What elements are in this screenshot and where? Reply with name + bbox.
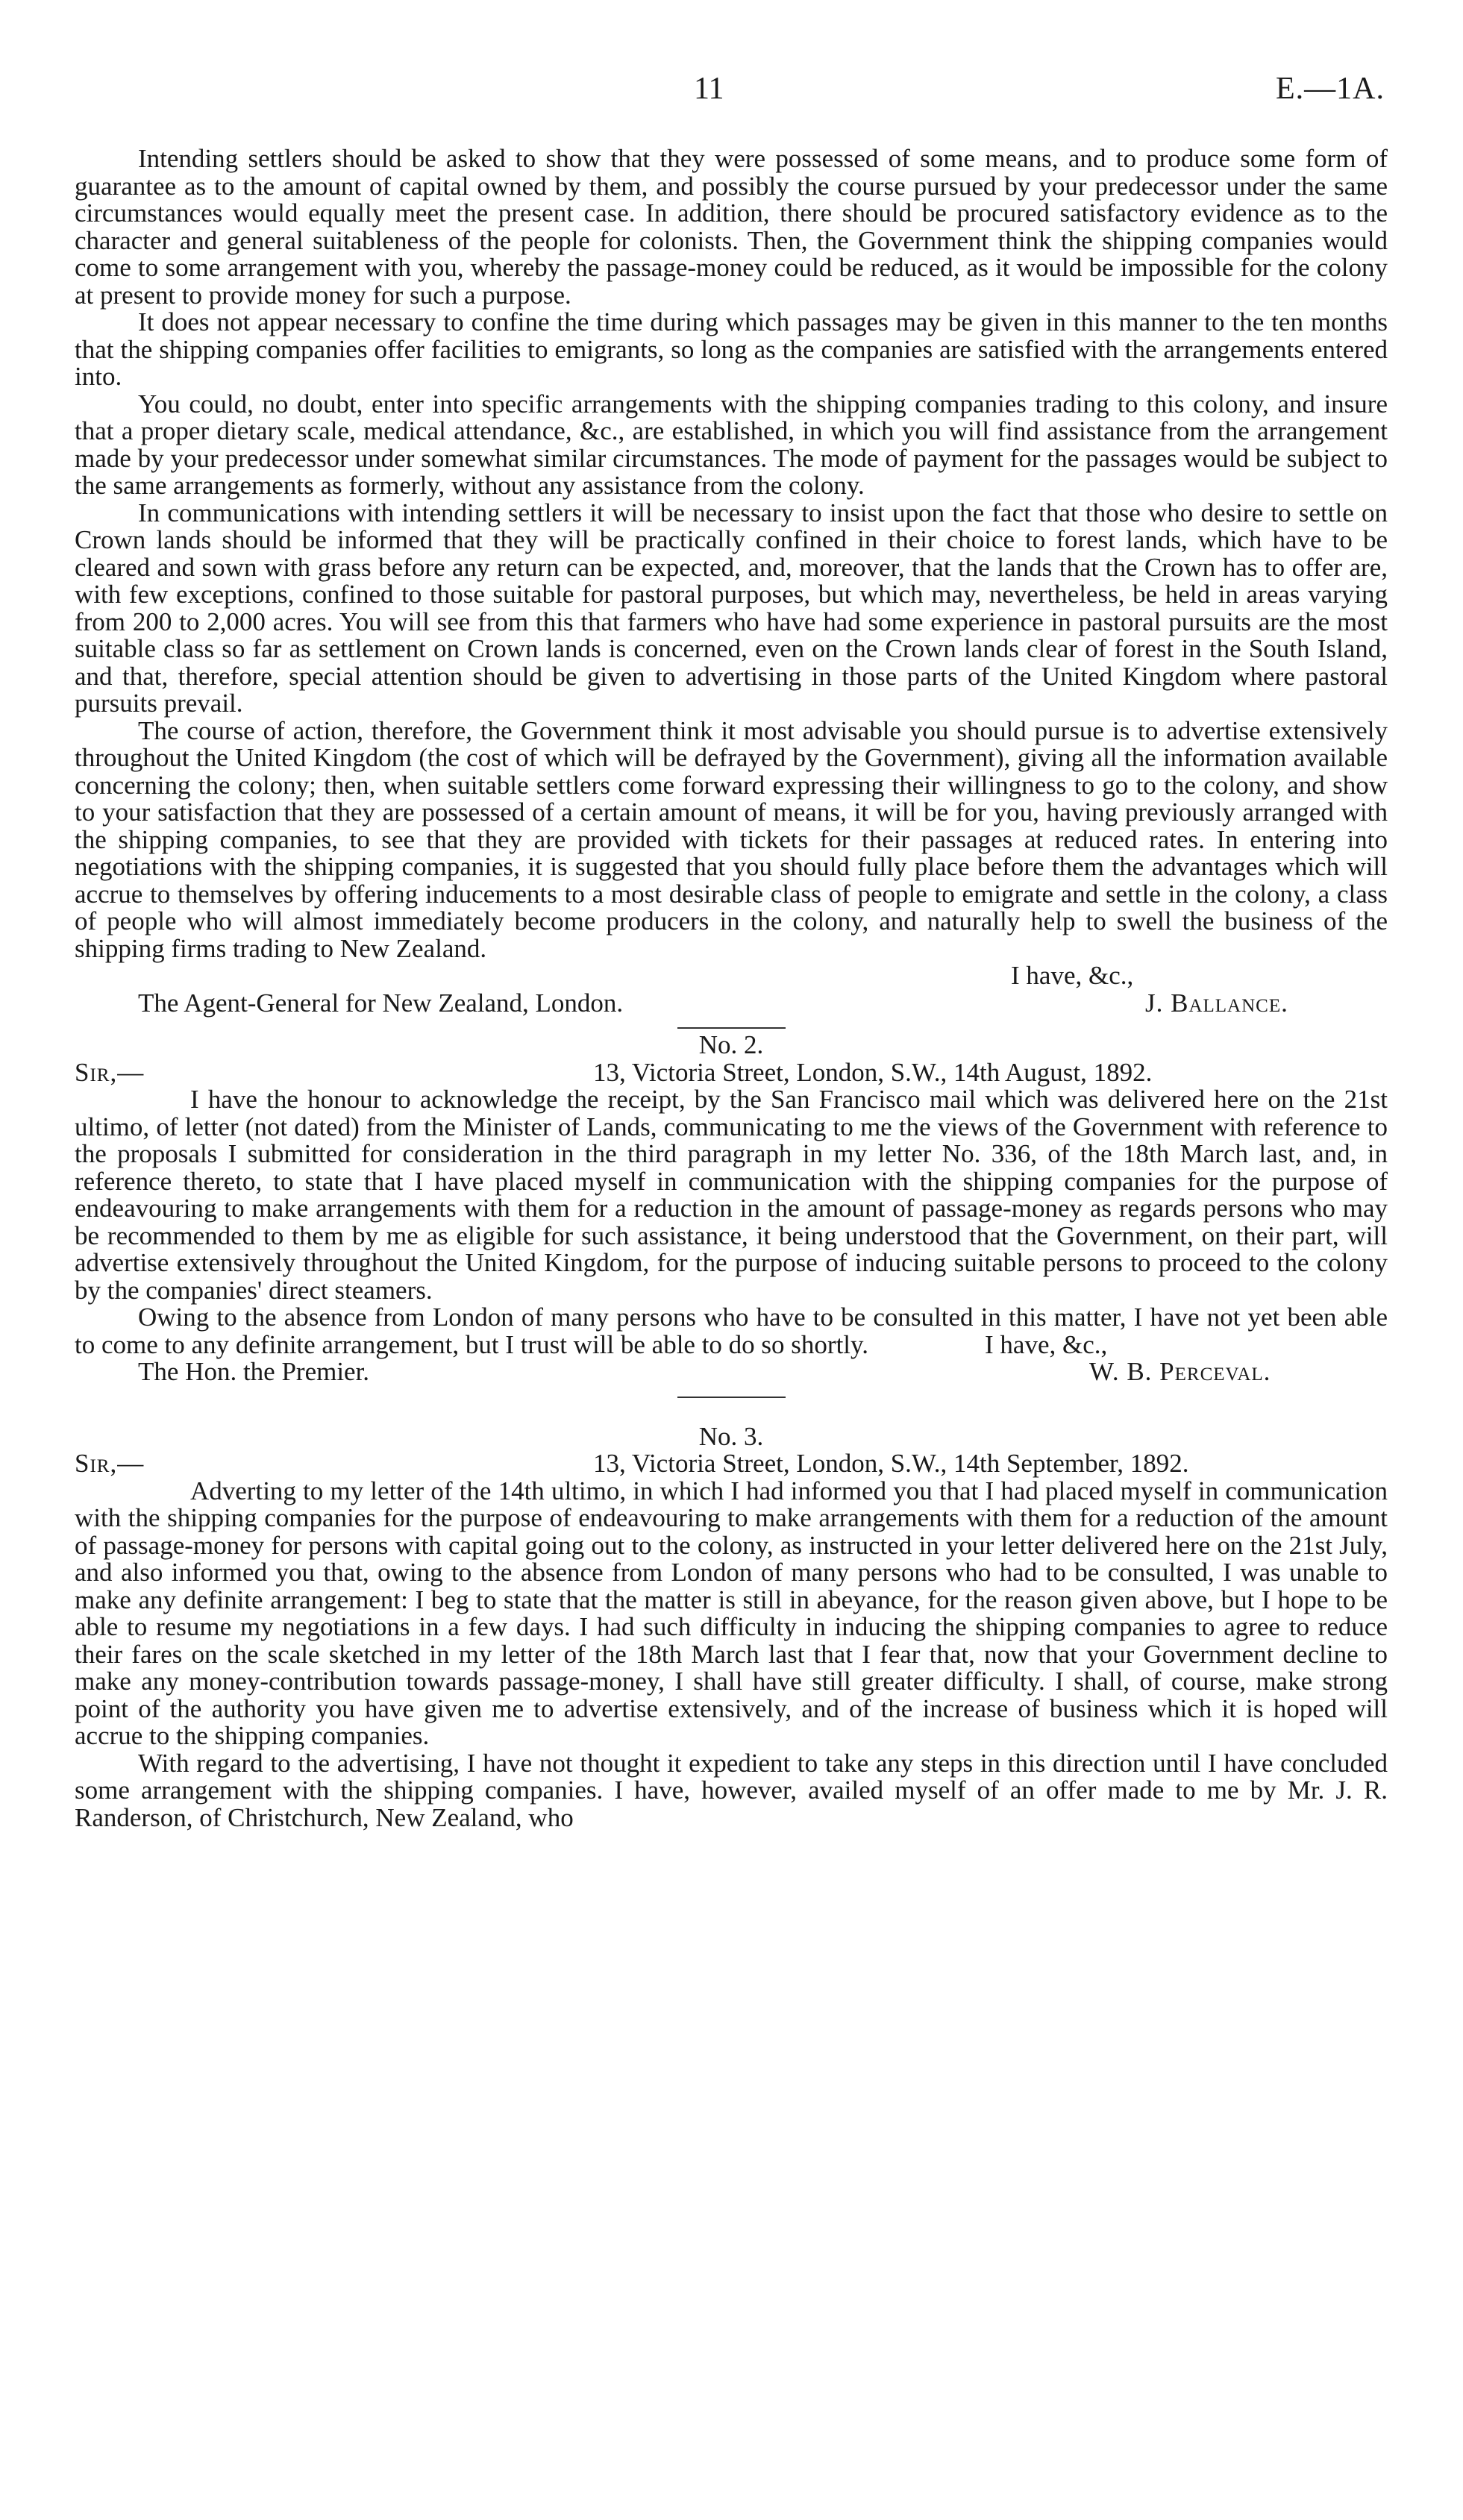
intro-paragraph: Intending settlers should be asked to show that they were possessed of some means, and to produce some form of guarantee as to the amount of capital owned by them, and possibly the course pursued by your predecessor under the same circumstances would equally meet the present case. In addition, there should be procured satisfactory evidence as to the character and general suitableness of the people for colonists. Then, the Government think the shipping companies would come to some arrangement with you, whereby the passage-money could be reduced, as it would be impossible for the colony at present to provide money for such a purpose. [75,144,1388,310]
page-header [0,71,1463,116]
page-number: 11 [694,72,724,106]
document-body [75,145,1388,1831]
signature: J. Ballance. [1145,988,1288,1018]
letter-heading: No. 3. [698,1421,764,1451]
letter-paragraph: Adverting to my letter of the 14th ultimo, in which I had informed you that I had placed myself in communication with the shipping companies for the purpose of endeavouring to make arrangements with them for a reduction of the amount of passage-money for persons with capital going out to the colony, as instructed in your letter delivered here on the 21st July, and also informed you that, owing to the absence from London of many persons who had to be consulted, I was unable to make any definite arrangement: I beg to state that the matter is still in abeyance, for the reason given above, but I hope to be able to resume my negotiations in a few days. I had such difficulty in inducing the shipping companies to agree to reduce their fares on the scale sketched in my letter of the 18th March last that I fear that, now that your Government decline to make any money-contribution towards passage-money, I shall have still greater difficulty. I shall, of course, make strong point of the authority you have given me to advertise extensively, and of the increase of business which it is hoped will accrue to the shipping companies. [75,1476,1388,1750]
letter-paragraph: With regard to the advertising, I have not thought it expedient to take any steps in this direction until I have concluded some arrangement with the shipping companies. I have, however, availed myself of an offer made to me by Mr. J. R. Randerson, of Christchurch, New Zealand, who [75,1748,1388,1832]
closing-formula: I have, &c., [1011,961,1134,990]
letter-header-line [75,1059,1388,1087]
letter2-signature-row [75,1358,1388,1386]
letter-paragraph: Owing to the absence from London of many persons who have to be consulted in this matter, I have not yet been able to come to any definite arrangement, but I trust will be able to do so shortly. [75,1303,1388,1359]
intro-paragraph: It does not appear necessary to confine the time during which passages may be given in this manner to the ten months that the shipping companies offer facilities to emigrants, so long as the companies are satisfied with the arrangements entered into. [75,307,1388,391]
salutation: Sir,— [75,1449,145,1478]
intro-closing-row [75,962,1388,990]
letter-paragraph: I have the honour to acknowledge the receipt, by the San Francisco mail which was delivered here on the 21st ultimo, of letter (not dated) from the Minister of Lands, communicating to me the views of the Government with reference to the proposals I submitted for consideration in the third paragraph in my letter No. 336, of the 18th March last, and, in reference thereto, to state that I have placed myself in communication with the shipping companies for the purpose of endeavouring to make arrangements with them for a reduction in the amount of passage-money as regards persons who may be recommended to them by me as eligible for such assistance, it being understood that the Government, on their part, will advertise extensively throughout the United Kingdom, for the purpose of inducing suitable persons to proceed to the colony by the companies' direct steamers. [75,1085,1388,1305]
intro-paragraph: In communications with intending settlers it will be necessary to insist upon the fact that those who desire to settle on Crown lands should be informed that they will be practically confined in their choice to forest lands, which have to be cleared and sown with grass before any return can be expected, and, moreover, that the lands that the Crown has to offer are, with few exceptions, confined to those suitable for pastoral purposes, but which may, nevertheless, be held in areas varying from 200 to 2,000 acres. You will see from this that farmers who have had some experience in pastoral pursuits are the most suitable class so far as settlement on Crown lands is concerned, even on the Crown lands clear of forest in the South Island, and that, therefore, special attention should be given to advertising in those parts of the United Kingdom where pastoral pursuits prevail. [75,498,1388,718]
closing-formula: I have, &c., [985,1329,1108,1359]
spacer [75,1401,1388,1423]
letter-heading: No. 2. [698,1030,764,1059]
document-reference: E.—1A. [1276,72,1385,106]
addressee: The Agent-General for New Zealand, London. [138,988,624,1018]
intro-paragraph: You could, no doubt, enter into specific arrangements with the shipping companies trading to this colony, and insure that a proper dietary scale, medical attendance, &c., are established, in which you will find assistance from the arrangement made by your predecessor under somewhat similar circumstances. The mode of payment for the passages would be subject to the same arrangements as formerly, without any assistance from the colony. [75,389,1388,500]
sender-address: 13, Victoria Street, London, S.W., 14th August, 1892. [593,1057,1153,1087]
sender-address: 13, Victoria Street, London, S.W., 14th September, 1892. [593,1449,1189,1478]
section-divider [677,1397,786,1398]
intro-paragraph: The course of action, therefore, the Government think it most advisable you should pursue is to advertise extensively throughout the United Kingdom (the cost of which will be defrayed by the Government), giving all the information available concerning the colony; then, when suitable settlers come forward expressing their willingness to go to the colony, and show to your satisfaction that they are possessed of a certain amount of means, it will be for you, having previously arranged with the shipping companies, to see that they are provided with tickets for their passages at reduced rates. In entering into negotiations with the shipping companies, it is suggested that you should fully place before them the advantages which will accrue to themselves by offering inducements to a most desirable class of people to emigrate and settle in the colony, a class of people who will almost immediately become producers in the colony, and naturally help to swell the business of the shipping firms trading to New Zealand. [75,715,1388,963]
letter-header-line [75,1450,1388,1478]
signature: W. B. Perceval. [1089,1357,1271,1386]
section-divider [677,1027,786,1029]
salutation: Sir,— [75,1057,145,1087]
addressee: The Hon. the Premier. [138,1357,370,1386]
intro-signature-row [75,990,1388,1018]
